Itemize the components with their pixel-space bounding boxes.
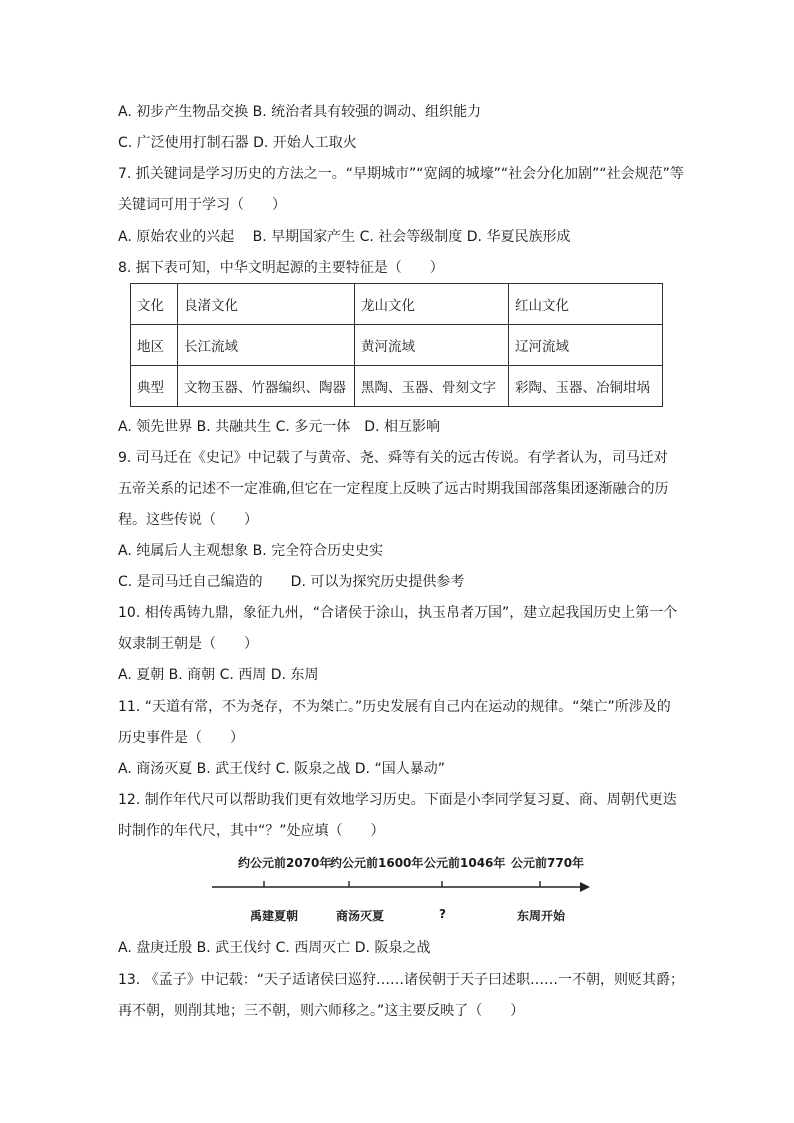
q7-stem-line1: 7. 抓关键词是学习历史的方法之一。“早期城市”“宽阔的城壕”“社会分化加剧”“社会规范”等: [118, 166, 684, 182]
table-cell: 文物玉器、竹器编织、陶器: [178, 366, 355, 407]
q9-stem-line1: 9. 司马迁在《史记》中记载了与黄帝、尧、舜等有关的远古传说。有学者认为，司马迁对: [118, 450, 668, 466]
timeline-event: 商汤灭夏: [336, 909, 385, 923]
timeline-date: 公元前770年: [511, 856, 585, 870]
table-row: [131, 366, 663, 407]
q13-stem-line1: 13. 《孟子》中记载：“天子适诸侯曰巡狩……诸侯朝于天子曰述职……一不朝，则贬其爵；: [118, 972, 684, 988]
table-cell: 彩陶、玉器、冶铜坩埚: [509, 366, 663, 407]
q12-options: A. 盘庚迁殷 B. 武王伐纣 C. 西周灭亡 D. 阪泉之战: [118, 940, 431, 956]
table-cell: 黑陶、玉器、骨刻文字: [355, 366, 509, 407]
table-cell: 文化: [131, 284, 178, 325]
table-cell: 典型: [131, 366, 178, 407]
q11-stem-line2: 历史事件是（ ）: [118, 730, 244, 746]
q11-options: A. 商汤灭夏 B. 武王伐纣 C. 阪泉之战 D. “国人暴动”: [118, 761, 445, 777]
q8-stem: 8. 据下表可知，中华文明起源的主要特征是（ ）: [118, 260, 444, 276]
table-cell: 长江流域: [178, 325, 355, 366]
q7-options: A. 原始农业的兴起 B. 早期国家产生 C. 社会等级制度 D. 华夏民族形成: [118, 229, 571, 245]
q13-stem-line2: 再不朝，则削其地；三不朝，则六师移之。”这主要反映了（ ）: [118, 1003, 525, 1019]
q9-stem-line3: 程。这些传说（ ）: [118, 512, 258, 528]
table-cell: 辽河流域: [509, 325, 663, 366]
timeline-date: 公元前1046年: [424, 856, 506, 870]
table-cell: 地区: [131, 325, 178, 366]
q9-options-ab: A. 纯属后人主观想象 B. 完全符合历史史实: [118, 543, 384, 559]
timeline-event-unknown: ?: [439, 907, 446, 921]
timeline-event: 东周开始: [517, 909, 566, 923]
q8-options: A. 领先世界 B. 共融共生 C. 多元一体 D. 相互影响: [118, 419, 440, 435]
dynasty-timeline: [212, 850, 592, 930]
table-cell: 黄河流域: [355, 325, 509, 366]
table-row: [131, 284, 663, 325]
q12-stem-line1: 12. 制作年代尺可以帮助我们更有效地学习历史。下面是小李同学复习夏、商、周朝代更迭: [118, 792, 677, 808]
table-cell: 红山文化: [509, 284, 663, 325]
q10-stem-line1: 10. 相传禹铸九鼎，象征九州，“合诸侯于涂山，执玉帛者万国”，建立起我国历史上第一个: [118, 605, 678, 621]
q6-options-cd: C. 广泛使用打制石器 D. 开始人工取火: [118, 135, 357, 151]
table-row: [131, 325, 663, 366]
q12-stem-line2: 时制作的年代尺，其中“？”处应填（ ）: [118, 823, 385, 839]
q7-stem-line2: 关键词可用于学习（ ）: [118, 197, 286, 213]
table-cell: 龙山文化: [355, 284, 509, 325]
q9-stem-line2: 五帝关系的记述不一定准确,但它在一定程度上反映了远古时期我国部落集团逐渐融合的历: [118, 481, 669, 497]
table-cell: 良渚文化: [178, 284, 355, 325]
timeline-arrow: [580, 882, 590, 892]
timeline-date: 约公元前2070年: [238, 856, 332, 870]
q11-stem-line1: 11. “天道有常，不为尧存，不为桀亡。”历史发展有自己内在运动的规律。“桀亡”所涉及的: [118, 699, 671, 715]
q6-options-ab: A. 初步产生物品交换 B. 统治者具有较强的调动、组织能力: [118, 104, 482, 120]
q9-options-cd: C. 是司马迁自己编造的 D. 可以为探究历史提供参考: [118, 574, 465, 590]
timeline-event: 禹建夏朝: [250, 909, 299, 923]
q10-options: A. 夏朝 B. 商朝 C. 西周 D. 东周: [118, 667, 319, 683]
q10-stem-line2: 奴隶制王朝是（ ）: [118, 636, 258, 652]
timeline-date: 约公元前1600年: [330, 856, 424, 870]
culture-comparison-table: [130, 283, 663, 407]
